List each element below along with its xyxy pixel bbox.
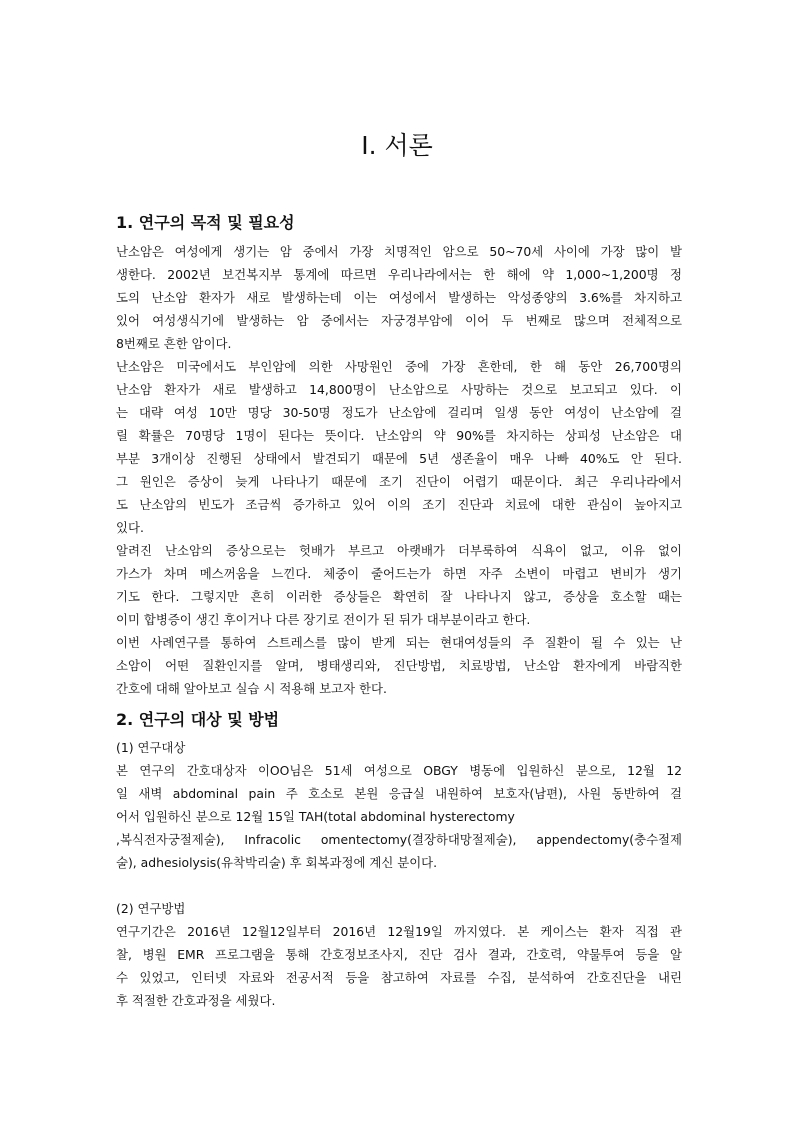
text-line: 수 있었고, 인터넷 자료와 전공서적 등을 참고하여 자료를 수집, 분석하여 간호진단을 내린 (116, 970, 682, 985)
page-title: Ⅰ. 서론 (361, 131, 433, 160)
text-line: 이번 사례연구를 통하여 스트레스를 많이 받게 되는 현대여성들의 주 질환이 될 수 있는 난 (116, 635, 682, 650)
text-line: 술), adhesiolysis(유착박리술) 후 회복과정에 계신 분이다. (116, 855, 438, 870)
text-line: 난소암 환자가 새로 발생하고 14,800명이 난소암으로 사망하는 것으로 보고되고 있다. 이 (116, 382, 682, 397)
section-heading-method: 2. 연구의 대상 및 방법 (116, 710, 280, 729)
text-line: 간호에 대해 알아보고 실습 시 적용해 보고자 한다. (116, 681, 387, 696)
text-line: 연구기간은 2016년 12월12일부터 2016년 12월19일 까지였다. 본 케이스는 환자 직접 관 (116, 924, 682, 939)
text-line: 난소암은 여성에게 생기는 암 중에서 가장 치명적인 암으로 50~70세 사이에 가장 많이 발 (116, 244, 682, 259)
text-line: 찰, 병원 EMR 프로그램을 통해 간호정보조사지, 진단 검사 결과, 간호력, 약물투여 등을 알 (116, 947, 682, 962)
text-line: 그 원인은 증상이 늦게 나타나기 때문에 조기 진단이 어렵기 때문이다. 최근 우리나라에서 (116, 474, 682, 489)
paragraph-2 (116, 355, 682, 539)
text-line: 일 새벽 abdominal pain 주 호소로 본원 응급실 내원하여 보호자(남편), 사원 동반하여 걸 (116, 786, 682, 801)
text-line: 알려진 난소암의 증상으로는 헛배가 부르고 아랫배가 더부룩하여 식욕이 없고, 이유 없이 (116, 543, 682, 558)
text-line: 도의 난소암 환자가 새로 발생하는데 이는 여성에서 발생하는 악성종양의 3.6%를 차지하고 (116, 290, 682, 305)
text-line: 8번째로 흔한 암이다. (116, 336, 232, 351)
section-heading-purpose: 1. 연구의 목적 및 필요성 (116, 213, 295, 232)
paragraph-1 (116, 240, 682, 355)
text-line: 가스가 차며 메스꺼움을 느낀다. 체중이 줄어드는가 하면 자주 소변이 마렵고 변비가 생기 (116, 566, 682, 581)
subsection-label: (2) 연구방법 (116, 901, 186, 916)
text-line: 이미 합병증이 생긴 후이거나 다른 장기로 전이가 된 뒤가 대부분이라고 한다. (116, 612, 531, 627)
text-line: 본 연구의 간호대상자 이OO님은 51세 여성으로 OBGY 병동에 입원하신 분으로, 12월 12 (116, 763, 682, 778)
text-line: 있다. (116, 520, 144, 535)
text-line: 있어 여성생식기에 발생하는 암 중에서는 자궁경부암에 이어 두 번째로 많으며 전체적으로 (116, 313, 682, 328)
subsection-label: (1) 연구대상 (116, 740, 186, 755)
text-line: ,복식전자궁절제술), Infracolic omentectomy(결장하대망절제술), appendectomy(충수절제 (116, 832, 682, 847)
text-line: 릴 확률은 70명당 1명이 된다는 뜻이다. 난소암의 약 90%를 차지하는 상피성 난소암은 대 (116, 428, 682, 443)
text-line: 는 대략 여성 10만 명당 30-50명 정도가 난소암에 걸리며 일생 동안 여성이 난소암에 걸 (116, 405, 682, 420)
text-line: 생한다. 2002년 보건복지부 통계에 따르면 우리나라에서는 한 해에 약 1,000~1,200명 정 (116, 267, 682, 282)
subsection-subject (116, 736, 682, 874)
paragraph-4 (116, 631, 682, 700)
text-line: 난소암은 미국에서도 부인암에 의한 사망원인 중에 가장 흔한데, 한 해 동안 26,700명의 (116, 359, 682, 374)
text-line: 도 난소암의 빈도가 조금씩 증가하고 있어 이의 조기 진단과 치료에 대한 관심이 높아지고 (116, 497, 682, 512)
text-line: 소암이 어떤 질환인지를 알며, 병태생리와, 진단방법, 치료방법, 난소암 환자에게 바람직한 (116, 658, 682, 673)
text-line: 기도 한다. 그렇지만 흔히 이러한 증상들은 확연히 잘 나타나지 않고, 증상을 호소할 때는 (116, 589, 682, 604)
text-line: 후 적절한 간호과정을 세웠다. (116, 993, 276, 1008)
subsection-method (116, 897, 682, 1012)
paragraph-3 (116, 539, 682, 631)
text-line: 어서 입원하신 분으로 12월 15일 TAH(total abdominal hysterectomy (116, 809, 515, 824)
text-line: 부분 3개이상 진행된 상태에서 발견되기 때문에 5년 생존율이 매우 나빠 40%도 안 된다. (116, 451, 682, 466)
